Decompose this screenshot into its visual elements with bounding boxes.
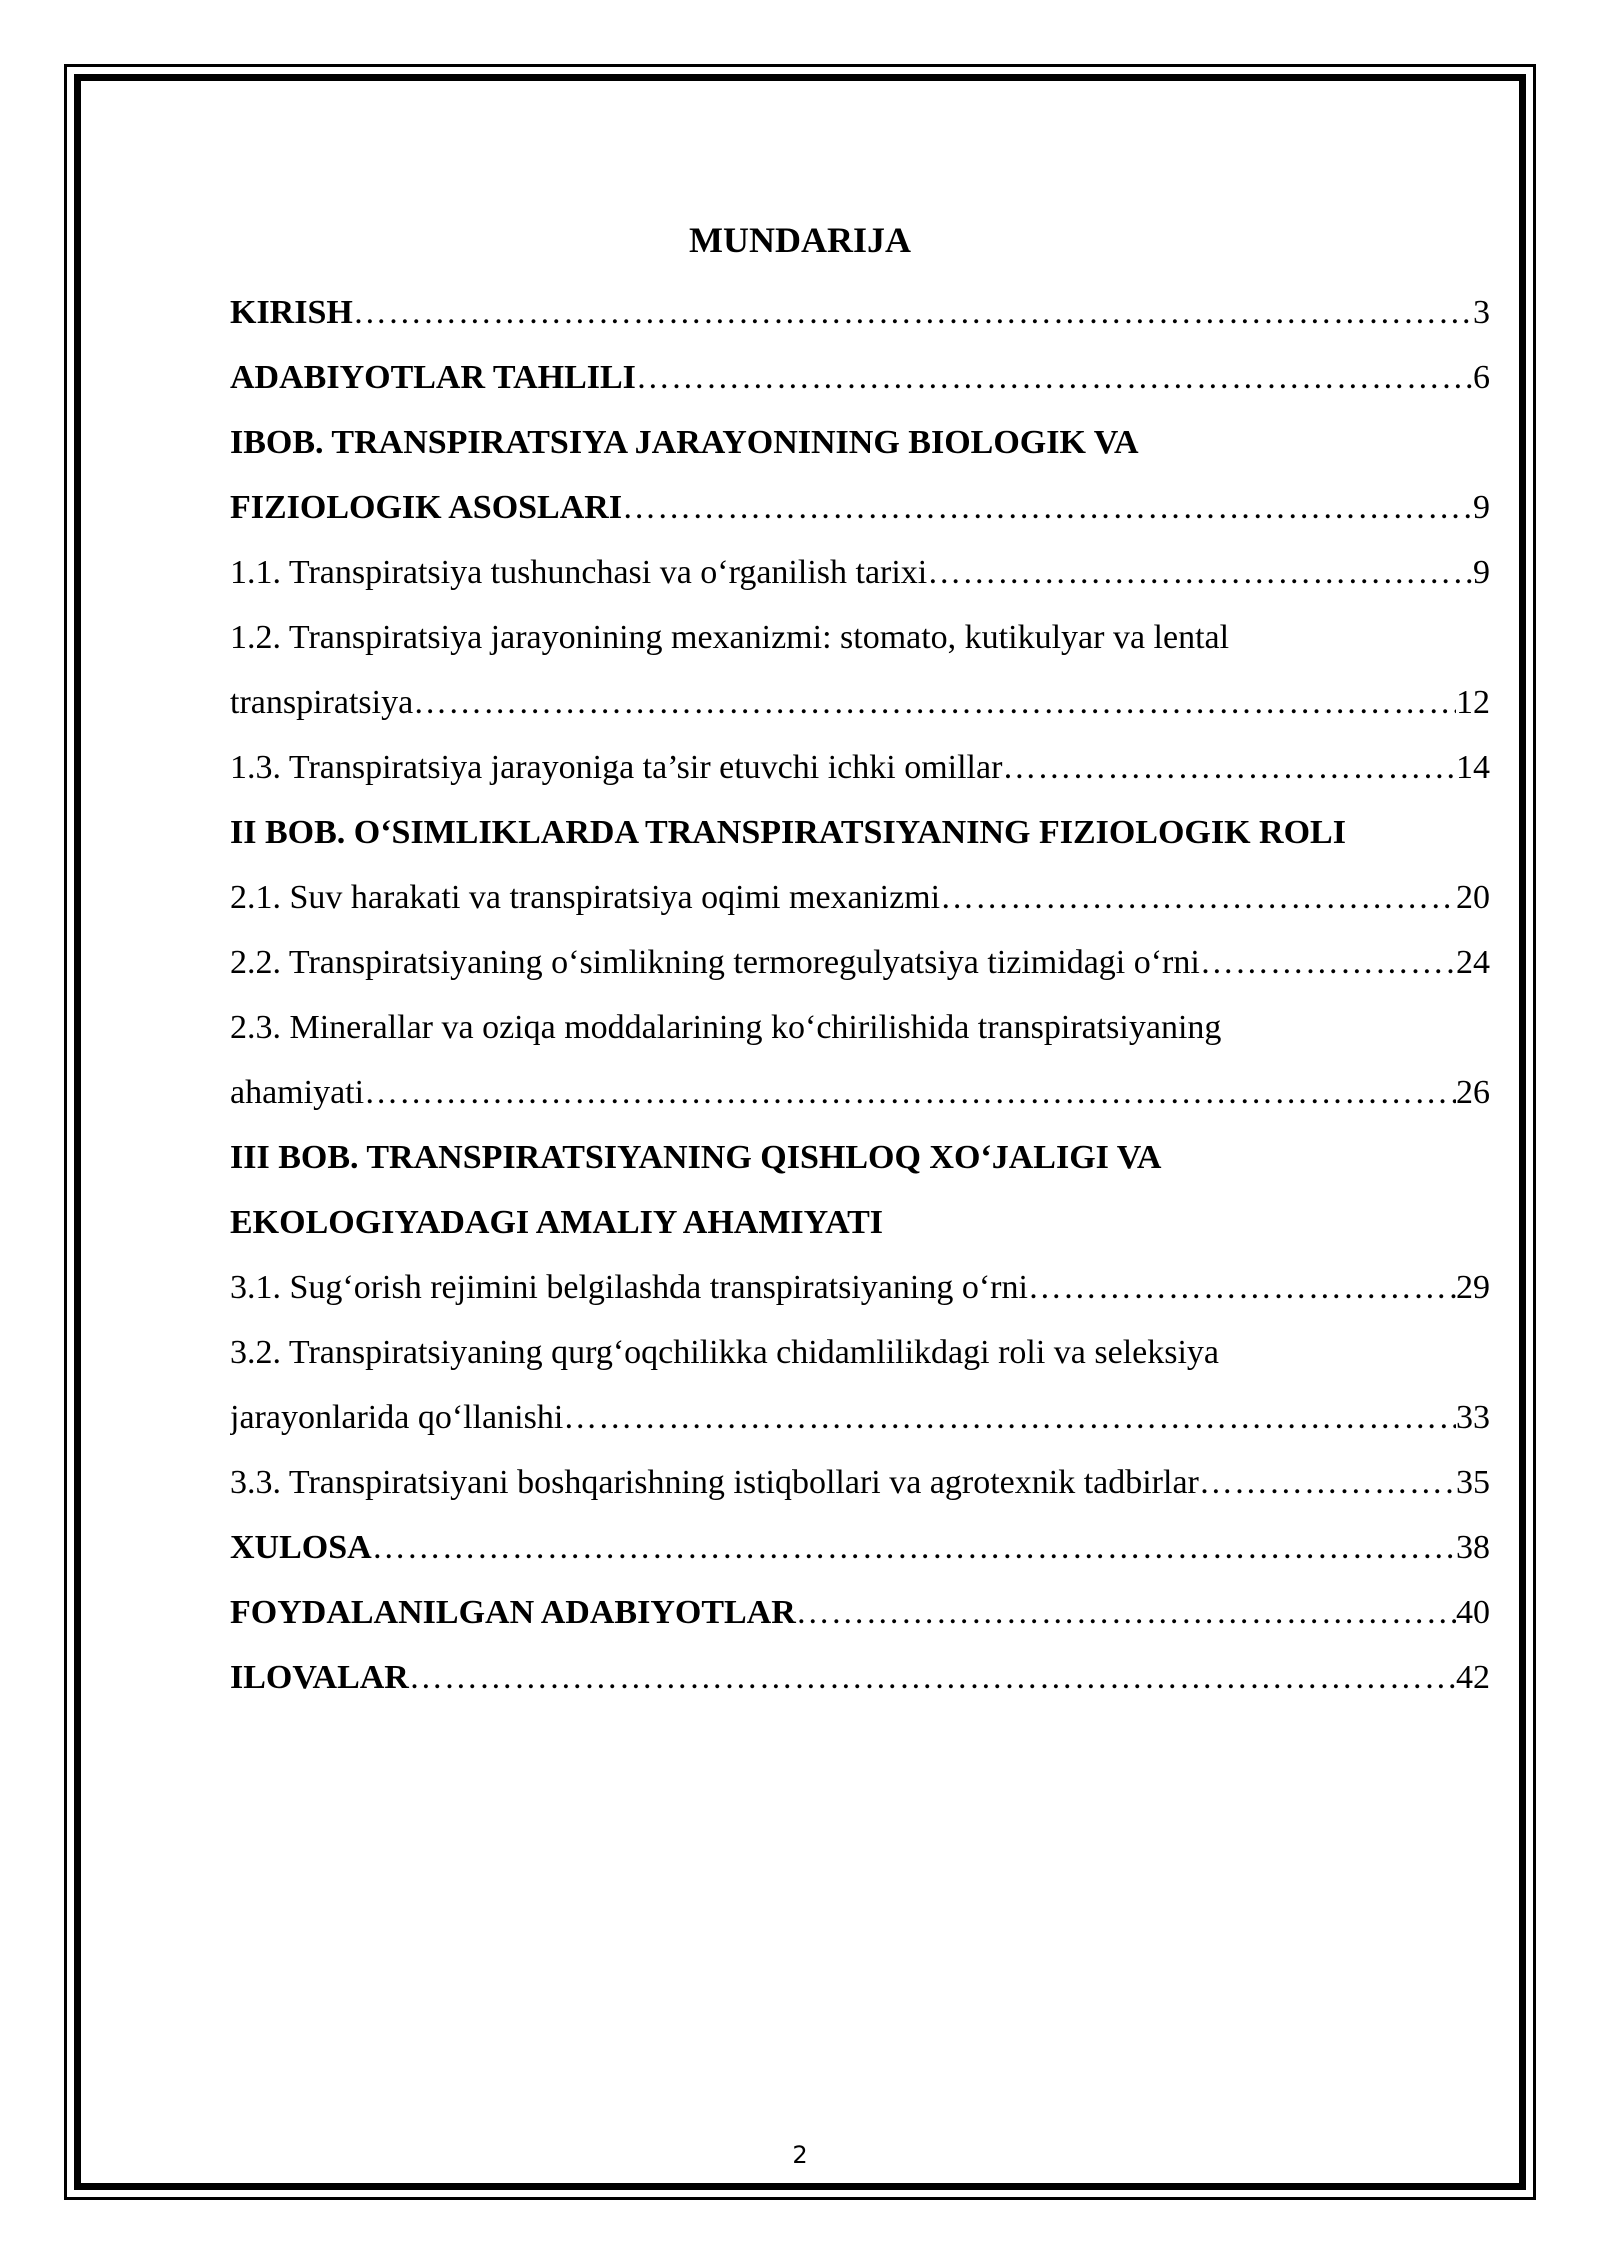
toc-entry — [230, 1190, 1490, 1255]
toc-entry — [230, 1645, 1490, 1710]
toc-entry-title: 3.3. Transpiratsiyani boshqarishning istiqbollari va agrotexnik tadbirlar — [230, 1464, 1199, 1501]
toc-entry-title: transpiratsiya — [230, 684, 414, 721]
page-title: MUNDARIJA — [689, 220, 911, 260]
toc-entry-title: III BOB. TRANSPIRATSIYANING QISHLOQ XO‘JALIGI VA — [230, 1139, 1162, 1176]
toc-entry — [230, 865, 1490, 930]
toc-entry — [230, 670, 1490, 735]
page-number: 2 — [792, 2141, 808, 2169]
toc-entry — [230, 1515, 1490, 1580]
toc-entry-title: 2.1. Suv harakati va transpiratsiya oqimi mexanizmi — [230, 879, 941, 916]
toc-dot-leader — [622, 475, 1473, 540]
toc-entry-page: 3 — [1473, 294, 1490, 331]
toc-entry-title: IBOB. TRANSPIRATSIYA JARAYONINING BIOLOGIK VA — [230, 424, 1139, 461]
toc-entry-title: EKOLOGIYADAGI AMALIY AHAMIYATI — [230, 1204, 884, 1241]
toc-entry-page: 35 — [1456, 1464, 1490, 1501]
toc-dot-leader — [1200, 930, 1456, 995]
toc-dot-leader — [1002, 735, 1456, 800]
toc-entry — [230, 1580, 1490, 1645]
toc-entry-title: ADABIYOTLAR TAHLILI — [230, 359, 636, 396]
toc-entry-title: 3.2. Transpiratsiyaning qurg‘oqchilikka chidamlilikdagi roli va seleksiya — [230, 1334, 1220, 1371]
toc-entry-page: 14 — [1456, 749, 1490, 786]
toc-entry — [230, 995, 1490, 1060]
toc-entry-title: KIRISH — [230, 294, 353, 331]
toc-entry — [230, 1385, 1490, 1450]
toc-dot-leader — [563, 1385, 1456, 1450]
toc-entry-page: 26 — [1456, 1074, 1490, 1111]
toc-entry — [230, 1450, 1490, 1515]
toc-entry-title: XULOSA — [230, 1529, 372, 1566]
toc-dot-leader — [927, 540, 1473, 605]
toc-entry-page: 29 — [1456, 1269, 1490, 1306]
toc-entry-title: 2.3. Minerallar va oziqa moddalarining ko‘chirilishida transpiratsiyaning — [230, 1009, 1222, 1046]
toc-entry-title: ahamiyati — [230, 1074, 365, 1111]
toc-entry-title: FOYDALANILGAN ADABIYOTLAR — [230, 1594, 796, 1631]
toc-entry-title: FIZIOLOGIK ASOSLARI — [230, 489, 623, 526]
toc-entry-page: 33 — [1456, 1399, 1490, 1436]
toc-entry-title: 1.2. Transpiratsiya jarayonining mexanizmi: stomato, kutikulyar va lental — [230, 619, 1230, 656]
toc-entry-title: 3.1. Sug‘orish rejimini belgilashda transpiratsiyaning o‘rni — [230, 1269, 1028, 1306]
toc-dot-leader — [1199, 1450, 1456, 1515]
toc-entry — [230, 605, 1490, 670]
toc-entry — [230, 410, 1490, 475]
toc-entry-title: II BOB. O‘SIMLIKLARDA TRANSPIRATSIYANING FIZIOLOGIK ROLI — [230, 814, 1346, 851]
toc-dot-leader — [413, 670, 1456, 735]
toc-entry-page: 40 — [1456, 1594, 1490, 1631]
toc-entry-page: 12 — [1456, 684, 1490, 721]
toc-entry-page: 6 — [1473, 359, 1490, 396]
toc-entry — [230, 1125, 1490, 1190]
toc-dot-leader — [1028, 1255, 1456, 1320]
toc-entry-page: 42 — [1456, 1659, 1490, 1696]
toc-entry-page: 20 — [1456, 879, 1490, 916]
toc-entry — [230, 280, 1490, 345]
toc-entry — [230, 800, 1490, 865]
toc-entry-page: 24 — [1456, 944, 1490, 981]
toc-entry — [230, 735, 1490, 800]
toc-entry-title: 1.3. Transpiratsiya jarayoniga ta’sir etuvchi ichki omillar — [230, 749, 1003, 786]
toc-entry — [230, 930, 1490, 995]
toc-entry-title: 1.1. Transpiratsiya tushunchasi va o‘rganilish tarixi — [230, 554, 928, 591]
toc-entry — [230, 345, 1490, 410]
toc-entry-title: 2.2. Transpiratsiyaning o‘simlikning termoregulyatsiya tizimidagi o‘rni — [230, 944, 1200, 981]
toc-entry — [230, 1320, 1490, 1385]
toc-entry-title: jarayonlarida qo‘llanishi — [230, 1399, 564, 1436]
toc-entry — [230, 1255, 1490, 1320]
toc-entry-page: 9 — [1473, 554, 1490, 591]
toc-dot-leader — [796, 1580, 1456, 1645]
toc-dot-leader — [364, 1060, 1456, 1125]
toc-entry — [230, 540, 1490, 605]
table-of-contents — [230, 280, 1490, 1710]
toc-dot-leader — [409, 1645, 1456, 1710]
toc-dot-leader — [940, 865, 1456, 930]
toc-dot-leader — [372, 1515, 1456, 1580]
toc-entry — [230, 475, 1490, 540]
toc-entry-page: 38 — [1456, 1529, 1490, 1566]
toc-dot-leader — [636, 345, 1473, 410]
toc-dot-leader — [353, 280, 1473, 345]
toc-entry-title: ILOVALAR — [230, 1659, 409, 1696]
toc-entry-page: 9 — [1473, 489, 1490, 526]
toc-entry — [230, 1060, 1490, 1125]
